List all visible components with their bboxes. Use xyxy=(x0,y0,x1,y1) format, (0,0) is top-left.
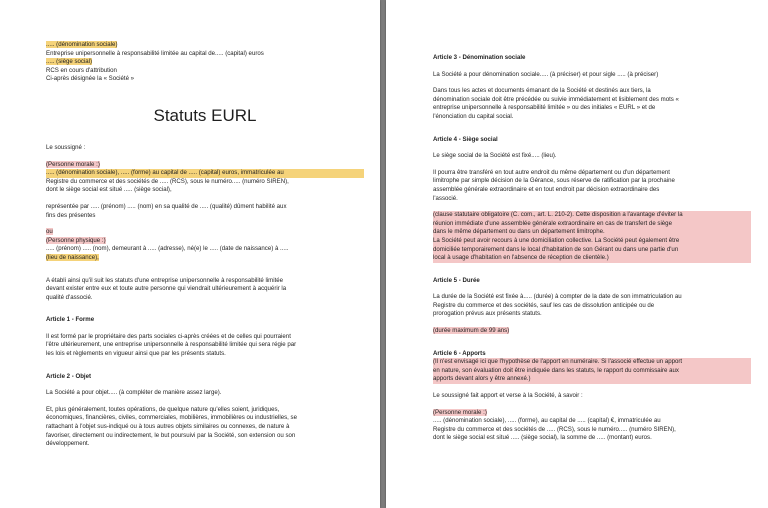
article-4-clause-note xyxy=(433,211,751,263)
article-1-line: les lois et règlements en vigueur ainsi que par les présents statuts. xyxy=(46,350,226,358)
intro-line: devant exister entre eux et toute autre personne qui viendrait ultérieurement à acquérir la xyxy=(46,285,287,293)
article-1-heading: Article 1 - Forme xyxy=(46,316,95,324)
article-3-line: entreprise unipersonnelle à responsabilité limitée » ou des initiales « EURL » et de xyxy=(433,104,656,112)
article-3-line: l'énonciation du capital social. xyxy=(433,112,514,120)
article-3-heading: Article 3 - Dénomination sociale xyxy=(433,54,526,61)
article-4-line: l'associé. xyxy=(433,194,458,202)
article-6-contribution-line: Le soussigné fait apport et verse à la Société, à savoir : xyxy=(433,392,583,400)
article-6-heading: Article 6 - Apports xyxy=(433,349,486,357)
document-page-left xyxy=(0,0,380,508)
duration-note: (durée maximum de 99 ans) xyxy=(433,327,510,335)
natural-person-label: (Personne physique :) xyxy=(46,236,106,244)
natural-person-line: ..... (prénom) ..... (nom), demeurant à ..... (adresse), né(e) le ..... (date de naissance) à ..... xyxy=(46,245,289,253)
article-4-heading: Article 4 - Siège social xyxy=(433,135,498,143)
legal-entity-line: Registre du commerce et des sociétés de ..... (RCS), sous le numéro..... (numéro SIREN), xyxy=(46,177,289,185)
representative-line: fins des présentes xyxy=(46,211,96,219)
article-6-clause-note xyxy=(433,358,751,384)
head-office-field[interactable]: ..... (siège social) xyxy=(46,58,93,66)
page-content xyxy=(46,41,364,449)
article-2-line: favoriser, directement ou indirectement, le but poursuivi par la Société, son extension ou son xyxy=(46,431,296,439)
clause-line: La Société peut avoir recours à une domiciliation collective. La Société peut également être xyxy=(433,236,680,244)
company-name-field[interactable]: ..... (dénomination sociale) xyxy=(46,41,118,48)
representative-line: représentée par ..... (prénom) ..... (nom) en sa qualité de ..... (qualité) dûment habilité aux xyxy=(46,202,287,210)
article-4-line: limitrophe par simple décision de la Gérance, sous réserve de ratification par la prochaine xyxy=(433,177,675,185)
clause-line: (clause statutaire obligatoire (C. com., art. L. 210-2). Cette disposition a l'avantage d'éviter la xyxy=(433,211,683,219)
article-3-line: Dans tous les actes et documents émanant de la Société et destinés aux tiers, la xyxy=(433,87,651,95)
legal-entity-label: (Personne morale :) xyxy=(433,408,487,416)
header-block xyxy=(46,41,364,84)
article-2-object-line: La Société a pour objet..... (à compléter de manière assez large). xyxy=(46,389,222,397)
legal-entity-line: Registre du commerce et des sociétés de ..... (RCS), sous le numéro..... (numéro SIREN), xyxy=(433,425,676,433)
legal-entity-line: dont le siège social est situé ..... (siège social), xyxy=(46,186,172,194)
or-label: ou xyxy=(46,228,53,236)
legal-entity-label: (Personne morale :) xyxy=(46,160,100,168)
clause-line: en nature, son évaluation doit être indiquée dans les statuts, le rapport du commissaire aux xyxy=(433,366,679,374)
clause-line: dans le même département ou dans un département limitrophe. xyxy=(433,228,605,236)
article-2-line: développement. xyxy=(46,440,90,448)
clause-line: local à usage d'habitation en l'absence de réception de clientèle.) xyxy=(433,254,609,262)
article-1-line: l'être ultérieurement, une entreprise unipersonnelle à responsabilité limitée qui sera régie par xyxy=(46,341,297,349)
article-3-line: dénomination sociale doit être précédée ou suivie immédiatement et lisiblement des mots « xyxy=(433,95,679,103)
article-2-line: Et, plus généralement, toutes opérations, de quelque nature qu'elles soient, juridiques, xyxy=(46,405,280,413)
intro-line: A établi ainsi qu'il suit les statuts d'une entreprise unipersonnelle à responsabilité limitée xyxy=(46,276,284,284)
article-2-line: rattachant à l'objet sus-indiqué ou à tous autres objets similaires ou connexes, de nature à xyxy=(46,423,290,431)
article-2-heading: Article 2 - Objet xyxy=(46,372,92,380)
article-1-line: Il est formé par le propriétaire des parts sociales ci-après créées et de celles qui pourraient xyxy=(46,332,291,340)
document-title: Statuts EURL xyxy=(153,105,257,125)
clause-line: (Il n'est envisagé ici que l'hypothèse de l'apport en numéraire. Si l'associé effectue un apport xyxy=(433,358,683,366)
article-5-line: La durée de la Société est fixée à..... (durée) à compter de la date de son immatriculation au xyxy=(433,293,682,301)
clause-line: domiciliée temporairement dans le local d'habitation de son Gérant ou dans une partie d'un xyxy=(433,245,679,253)
article-4-seat-line: Le siège social de la Société est fixé..... (lieu). xyxy=(433,152,557,160)
legal-entity-line: ..... (dénomination sociale), ..... (forme), au capital de ..... (capital) €, immatriculée au xyxy=(433,417,661,425)
legal-entity-line[interactable]: ..... (dénomination sociale), ..... (forme) au capital de ..... (capital) euros, immatriculée au xyxy=(46,169,364,178)
document-page-right xyxy=(386,0,768,508)
birthplace-field[interactable]: (lieu de naissance), xyxy=(46,253,99,261)
article-5-line: prorogation prévus aux présents statuts. xyxy=(433,310,542,318)
clause-line: apports devant alors y être annexé.) xyxy=(433,375,531,383)
intro-line: qualité d'associé. xyxy=(46,293,93,301)
soussigne-label: Le soussigné : xyxy=(46,143,86,151)
article-4-line: assemblée générale extraordinaire et en tout endroit par décision extraordinaire des xyxy=(433,185,660,193)
header-capital-line: Entreprise unipersonnelle à responsabilité limitée au capital de..... (capital) euros xyxy=(46,49,264,57)
article-5-line: Registre du commerce et des sociétés, sauf les cas de dissolution anticipée ou de xyxy=(433,301,655,309)
header-rcs-line: RCS en cours d'attribution xyxy=(46,66,117,74)
article-3-name-line: La Société a pour dénomination sociale..... (à préciser) et pour sigle ..... (à préciser) xyxy=(433,70,659,78)
article-2-line: économiques, financières, civiles, commerciales, mobilières, immobilières ou industrielles, se xyxy=(46,414,297,422)
legal-entity-line: dont le siège social est situé ..... (siège social), la somme de ..... (montant) euros. xyxy=(433,434,652,442)
article-4-line: Il pourra être transféré en tout autre endroit du même département ou d'un département xyxy=(433,168,670,176)
article-5-heading: Article 5 - Durée xyxy=(433,276,480,284)
clause-line: réunion immédiate d'une assemblée générale extraordinaire en cas de transfert de siège xyxy=(433,219,672,227)
header-designation-line: Ci-après désignée la « Société » xyxy=(46,75,135,83)
page-content xyxy=(433,54,751,443)
